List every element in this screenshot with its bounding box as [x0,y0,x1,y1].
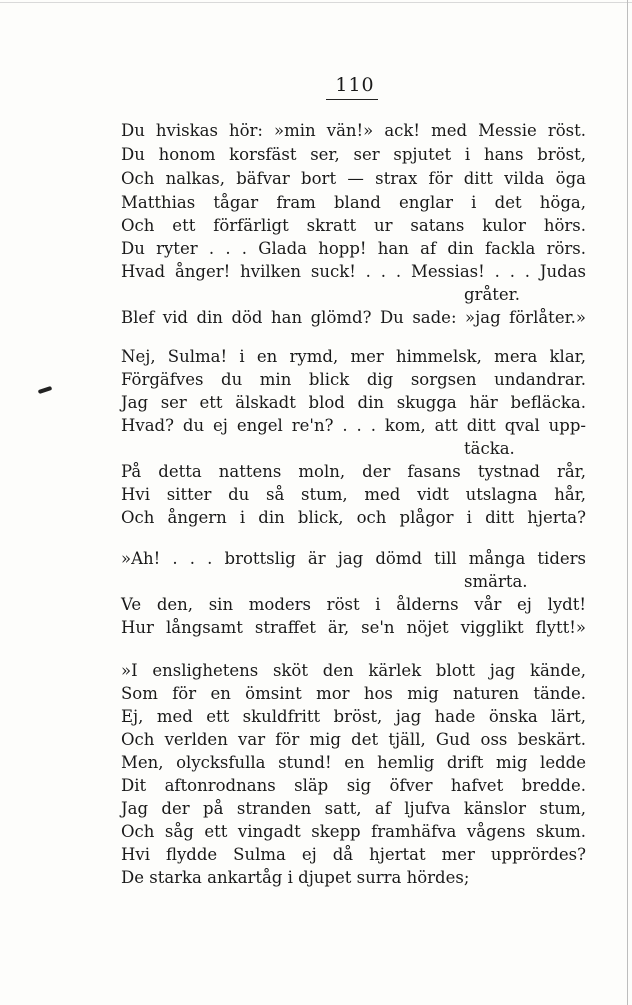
poem-line: Och verlden var för mig det tjäll, Gud oss beskärt. [121,730,586,749]
page-number-rule [326,99,378,100]
page-number: 110 [335,74,375,96]
poem-line: Och såg ett vingadt skepp framhäfva vågens skum. [121,822,586,841]
poem-line: Hvad? du ej engel re'n? . . . kom, att ditt qval upp- [121,416,586,435]
poem-line: Nej, Sulma! i en rymd, mer himmelsk, mera klar, [121,347,586,366]
poem-line: Blef vid din död han glömd? Du sade: »jag förlåter.» [121,308,586,327]
poem-line: Förgäfves du min blick dig sorgsen undandrar. [121,370,586,389]
poem-line: Jag ser ett älskadt blod din skugga här befläcka. [121,393,586,412]
poem-line: Du hviskas hör: »min vän!» ack! med Messie röst. [121,121,586,140]
poem-line: Dit aftonrodnans släp sig öfver hafvet bredde. [121,776,586,795]
poem-line-continuation: smärta. [464,572,528,591]
poem-line: Och ett förfärligt skratt ur satans kulor hörs. [121,216,586,235]
poem-line: Jag der på stranden satt, af ljufva känslor stum, [121,799,586,818]
poem-line: Hvi flydde Sulma ej då hjertat mer upprördes? [121,845,586,864]
poem-line: Ve den, sin moders röst i ålderns vår ej lydt! [121,595,586,614]
poem-line: Matthias tågar fram bland englar i det höga, [121,193,586,212]
poem-line: Som för en ömsint mor hos mig naturen tände. [121,684,586,703]
poem-line: »I enslighetens sköt den kärlek blott jag kände, [121,661,586,680]
poem-line: Du ryter . . . Glada hopp! han af din fackla rörs. [121,239,586,258]
poem-line: Du honom korsfäst ser, ser spjutet i hans bröst, [121,145,586,164]
poem-line: Hvad ånger! hvilken suck! . . . Messias! . . . Judas [121,262,586,281]
poem-line: Hvi sitter du så stum, med vidt utslagna hår, [121,485,586,504]
poem-line-continuation: täcka. [464,439,515,458]
poem-line: Och ångern i din blick, och plågor i ditt hjerta? [121,508,586,527]
margin-pencil-mark [38,386,53,394]
page-right-edge [627,0,628,1005]
poem-line: Ej, med ett skuldfritt bröst, jag hade önska lärt, [121,707,586,726]
poem-line: »Ah! . . . brottslig är jag dömd till många tiders [121,549,586,568]
poem-line: Och nalkas, bäfvar bort — strax för ditt vilda öga [121,169,586,188]
poem-line-continuation: gråter. [464,285,521,304]
poem-line: De starka ankartåg i djupet surra hördes; [121,868,470,887]
poem-line: Hur långsamt straffet är, se'n nöjet vigglikt flytt!» [121,618,586,637]
poem-line: Men, olycksfulla stund! en hemlig drift mig ledde [121,753,586,772]
page-top-edge [0,2,632,3]
poem-line: På detta nattens moln, der fasans tystnad rår, [121,462,586,481]
